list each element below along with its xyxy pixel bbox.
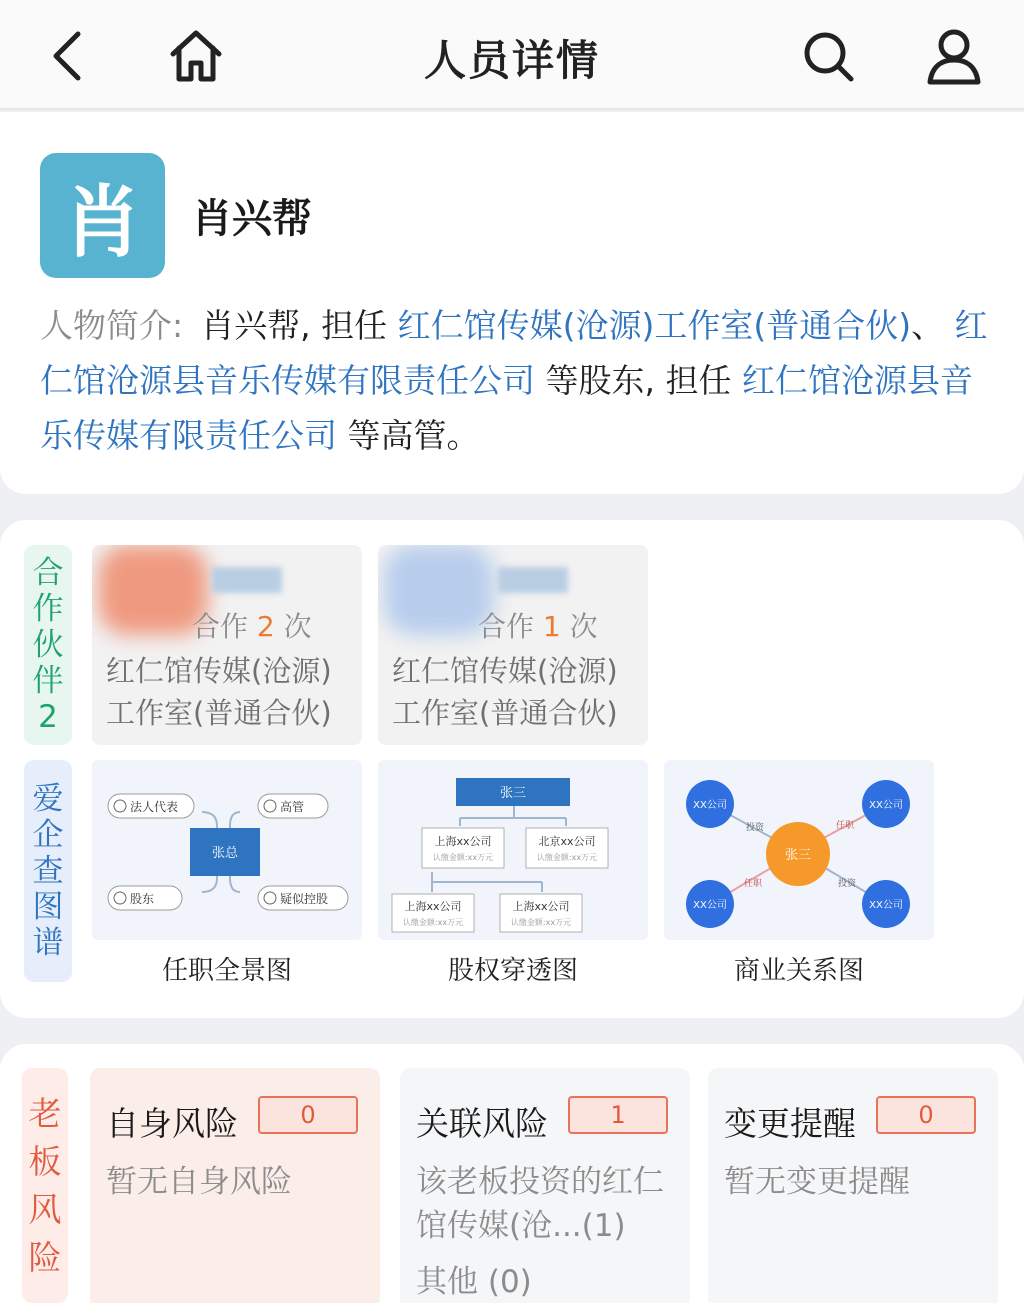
- tab-label-char: 伴: [32, 663, 64, 699]
- svg-text:认缴金额:xx万元: 认缴金额:xx万元: [432, 853, 494, 862]
- search-icon[interactable]: [796, 24, 860, 88]
- risk-desc: 暂无变更提醒: [724, 1164, 910, 1200]
- svg-text:法人代表: 法人代表: [130, 800, 179, 814]
- risk-desc: 暂无自身风险: [106, 1164, 292, 1200]
- tab-label-char: 企: [32, 817, 64, 853]
- tab-label-char: 险: [28, 1237, 62, 1277]
- person-name: 肖兴帮: [192, 196, 312, 242]
- risk-title: 变更提醒: [724, 1104, 856, 1143]
- svg-text:任职: 任职: [744, 879, 763, 889]
- svg-text:XX公司: XX公司: [693, 800, 727, 811]
- intro-text: 等股东, 担任: [535, 361, 742, 400]
- risk-title: 自身风险: [106, 1104, 238, 1143]
- page-title: 人员详情: [423, 36, 600, 85]
- svg-text:XX公司: XX公司: [693, 900, 727, 911]
- partner-name-redacted: [498, 567, 568, 593]
- svg-text:北京xx公司: 北京xx公司: [538, 835, 596, 848]
- graph-business-relations[interactable]: [664, 760, 934, 940]
- partner-card[interactable]: [92, 545, 362, 745]
- svg-text:上海xx公司: 上海xx公司: [512, 900, 570, 913]
- tab-graphs[interactable]: [24, 760, 72, 982]
- intro-label: 人物简介:: [40, 306, 184, 345]
- partner-name-redacted: [212, 567, 282, 593]
- risk-line[interactable]: 该老板投资的红仁馆传媒(沧...(1): [416, 1164, 664, 1244]
- person-intro: [40, 298, 990, 463]
- svg-text:张三: 张三: [499, 786, 527, 801]
- graph-caption: 商业关系图: [733, 956, 864, 986]
- risk-count-badge: 0: [876, 1096, 976, 1134]
- company-link[interactable]: 红仁馆传媒(沧源)工作室(普通合伙): [397, 306, 912, 345]
- tab-label-char: 作: [32, 591, 64, 627]
- risk-card-related[interactable]: [400, 1068, 690, 1303]
- partner-company: 红仁馆传媒(沧源)工作室(普通合伙): [106, 654, 332, 730]
- partner-cooperation-count: 合作 1 次: [478, 610, 598, 643]
- tab-graphs-label: [33, 781, 64, 961]
- svg-text:认缴金额:xx万元: 认缴金额:xx万元: [536, 853, 598, 862]
- svg-text:投资: 投资: [746, 823, 765, 833]
- svg-text:XX公司: XX公司: [869, 800, 903, 811]
- svg-text:认缴金额:xx万元: 认缴金额:xx万元: [402, 918, 464, 927]
- tab-label-char: 老: [28, 1093, 62, 1133]
- risk-card-change[interactable]: [708, 1068, 998, 1303]
- tab-label-char: 合: [32, 555, 64, 591]
- company-link[interactable]: 红仁馆沧源县音乐传媒有限责任公司: [40, 306, 988, 400]
- graph-equity-penetration[interactable]: [378, 760, 648, 940]
- tab-partners-count: 2: [38, 699, 58, 735]
- svg-text:张三: 张三: [784, 848, 812, 863]
- risk-line[interactable]: 其他 (0): [416, 1264, 532, 1300]
- intro-text: 等高管。: [337, 416, 480, 455]
- risk-count-badge: 0: [258, 1096, 358, 1134]
- svg-text:任职: 任职: [836, 821, 855, 831]
- svg-text:上海xx公司: 上海xx公司: [434, 835, 492, 848]
- tab-label-char: 板: [28, 1141, 62, 1181]
- tab-boss-risk[interactable]: [22, 1068, 68, 1303]
- risk-title: 关联风险: [416, 1104, 548, 1143]
- svg-text:疑似控股: 疑似控股: [280, 892, 329, 906]
- company-link[interactable]: 红仁馆沧源县音乐传媒有限责任公司: [40, 361, 973, 455]
- svg-text:股东: 股东: [130, 892, 155, 906]
- tab-boss-risk-label: [29, 1090, 62, 1282]
- tab-label-char: 图: [32, 889, 64, 925]
- partner-card[interactable]: [378, 545, 648, 745]
- partner-cooperation-count: 合作 2 次: [192, 610, 312, 643]
- graph-caption: 股权穿透图: [447, 956, 578, 986]
- tab-label-char: 谱: [32, 925, 64, 961]
- risk-count-badge: 1: [568, 1096, 668, 1134]
- svg-text:投资: 投资: [838, 879, 857, 889]
- intro-text: 、: [911, 306, 955, 345]
- tab-label-char: 爱: [32, 781, 64, 817]
- graph-employment-panorama[interactable]: [92, 760, 362, 940]
- top-nav-bar: [0, 0, 1024, 110]
- graph-caption: 任职全景图: [161, 956, 292, 986]
- svg-text:上海xx公司: 上海xx公司: [404, 900, 462, 913]
- tab-partners[interactable]: [24, 545, 72, 745]
- intro-text: 肖兴帮, 担任: [201, 306, 398, 345]
- svg-text:认缴金额:xx万元: 认缴金额:xx万元: [510, 918, 572, 927]
- tab-label-char: 伙: [32, 627, 64, 663]
- tab-partners-label: [33, 555, 64, 699]
- risk-desc: [416, 1160, 686, 1303]
- svg-text:XX公司: XX公司: [869, 900, 903, 911]
- graph1-center: 张总: [211, 846, 239, 861]
- avatar: 肖: [40, 153, 165, 278]
- tab-label-char: 风: [28, 1189, 62, 1229]
- user-icon[interactable]: [922, 24, 986, 88]
- tab-label-char: 查: [32, 853, 64, 889]
- partner-company: 红仁馆传媒(沧源)工作室(普通合伙): [392, 654, 618, 730]
- svg-text:高管: 高管: [280, 800, 305, 814]
- risk-card-self[interactable]: [90, 1068, 380, 1303]
